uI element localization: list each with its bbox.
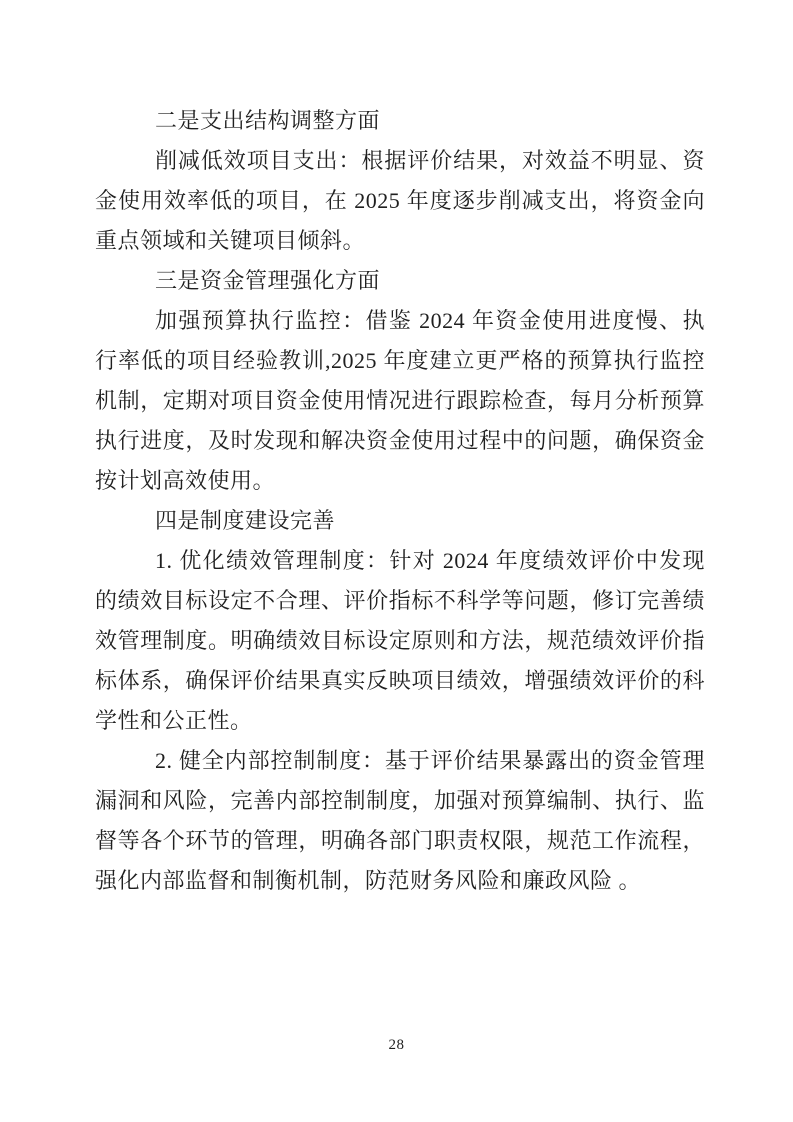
- paragraph: 2. 健全内部控制制度：基于评价结果暴露出的资金管理漏洞和风险，完善内部控制制度，加强对预算编制、执行、监督等各个环节的管理，明确各部门职责权限，规范工作流程，强化内部监督和制衡机制，防范财务风险和廉政风险 。: [95, 748, 705, 893]
- page-number: 28: [388, 1037, 405, 1053]
- paragraph: 四是制度建设完善: [155, 508, 336, 533]
- page-footer: [0, 1036, 793, 1054]
- paragraph: 1. 优化绩效管理制度：针对 2024 年度绩效评价中发现的绩效目标设定不合理、评价指标不科学等问题，修订完善绩效管理制度。明确绩效目标设定原则和方法，规范绩效评价指标体系，确保评价结果真实反映项目绩效，增强绩效评价的科学性和公正性。: [95, 548, 705, 733]
- paragraph: 削减低效项目支出：根据评价结果，对效益不明显、资金使用效率低的项目，在 2025 年度逐步削减支出，将资金向重点领域和关键项目倾斜。: [95, 148, 705, 253]
- paragraph: 三是资金管理强化方面: [155, 268, 381, 293]
- paragraph: 加强预算执行监控：借鉴 2024 年资金使用进度慢、执行率低的项目经验教训,2025 年度建立更严格的预算执行监控机制，定期对项目资金使用情况进行跟踪检查，每月分析预算执行进度，及时发现和解决资金使用过程中的问题，确保资金按计划高效使用。: [95, 308, 705, 493]
- paragraph: 二是支出结构调整方面: [155, 108, 381, 133]
- document-body: [95, 101, 705, 901]
